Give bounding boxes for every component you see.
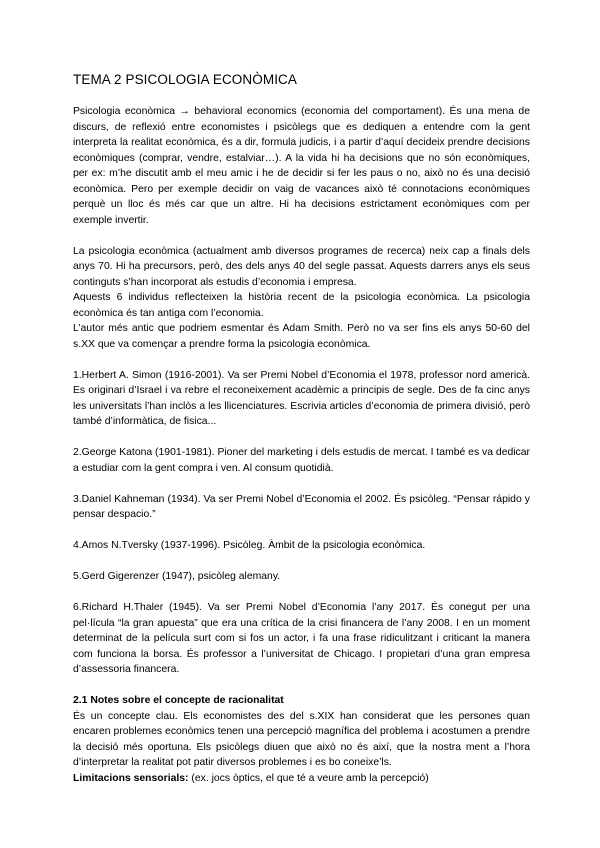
spacer xyxy=(73,352,530,368)
limitations-label: Limitacions sensorials: xyxy=(73,772,189,784)
author-thaler: 6.Richard H.Thaler (1945). Va ser Premi Nobel d’Economia l’any 2017. És conegut per una pel·lícula “la gran apuesta” que era una crítica de la crisi financera de l’any 2008. I en un moment determinat de la película surt com si fos un actor, i fa una frase ridiculitzant i criticant la manera com funciona la borsa. És professor a l’universitat de Chicago. I propietari d’una gran empresa d’assessoria financera. xyxy=(73,602,530,675)
author-gigerenzer: 5.Gerd Gigerenzer (1947), psicòleg alemany. xyxy=(73,571,281,582)
spacer xyxy=(73,476,530,492)
spacer xyxy=(73,585,530,601)
limitations-text: (ex. jocs òptics, el que té a veure amb la percepció) xyxy=(188,772,429,784)
section-body: És un concepte clau. Els economistes des del s.XIX han considerat que les persones quan encaren problemes econòmics tenen una percepció magnífica del problema i acostumen a prendre la decisió més oportuna. Els psicòlegs diuen que això no és així, que la nostra ment a l’hora d’interpretar la realitat pot patir diversos problemes i es bo coneixe’ls. xyxy=(73,710,530,768)
spacer xyxy=(73,430,530,446)
limitations-line xyxy=(73,771,530,787)
spacer xyxy=(73,523,530,539)
author-kahneman: 3.Daniel Kahneman (1934). Va ser Premi Nobel d’Economia el 2002. És psicòleg. “Pensar rápido y pensar despacio.” xyxy=(73,493,530,520)
author-simon: 1.Herbert A. Simon (1916-2001). Va ser Premi Nobel d’Economia el 1978, professor nord americà. Es originari d’Israel i va rebre el reconeixement acadèmic a principis de segle. Des de fa cinc anys les universitats l’han inclòs a les llicenciatures. Escrivia articles d’economia de primera divisió, però també d’informàtica, de fisica... xyxy=(73,369,530,427)
spacer xyxy=(73,554,530,570)
history-paragraph-3: L’autor més antic que podriem esmentar és Adam Smith. Però no va ser fins els anys 50-60 del s.XX que va començar a prendre forma la psicologia econòmica. xyxy=(73,323,530,350)
spacer xyxy=(73,678,530,694)
author-katona: 2.George Katona (1901-1981). Pioner del marketing i dels estudis de mercat. I també es va dedicar a estudiar com la gent compra i ven. Al consum quotidià. xyxy=(73,447,530,474)
intro-paragraph: Psicologia econòmica → behavioral economics (economia del comportament). És una mena de discurs, de reflexió entre economistes i psicòlegs que es dediquen a entendre com la gent interpreta la realitat econòmica, és a dir, formula judicis, i a partir d’aquí decideix prendre decisions econòmiques (comprar, vendre, estalviar…). A la vida hi ha decisions que no són econòmiques, per ex: m’he discutit amb el meu amic i he de decidir si fer les paus o no, això no és una decisió econòmica. Pero per exemple decidir on vaig de vacances això té connotacions econòmiques perquè un lloc és més car que un altre. Hi ha decisions estrictament econòmiques com per exemple invertir. xyxy=(73,106,530,226)
spacer xyxy=(73,228,530,244)
page-title: TEMA 2 PSICOLOGIA ECONÒMICA xyxy=(73,72,297,87)
history-paragraph-1: La psicologia econòmica (actualment amb diversos programes de recerca) neix cap a finals dels anys 70. Hi ha precursors, però, des dels anys 40 del segle passat. Aquests darrers anys els seus continguts s’han incorporat als estudis d’economia i empresa. xyxy=(73,245,530,288)
section-heading: 2.1 Notes sobre el concepte de racionalitat xyxy=(73,695,284,706)
history-paragraph-2: Aquests 6 individus reflecteixen la història recent de la psicologia econòmica. La psicologia econòmica és tan antiga com l’economia. xyxy=(73,292,530,319)
author-tversky: 4.Amos N.Tversky (1937-1996). Psicòleg. Àmbit de la psicologia econòmica. xyxy=(73,540,426,551)
